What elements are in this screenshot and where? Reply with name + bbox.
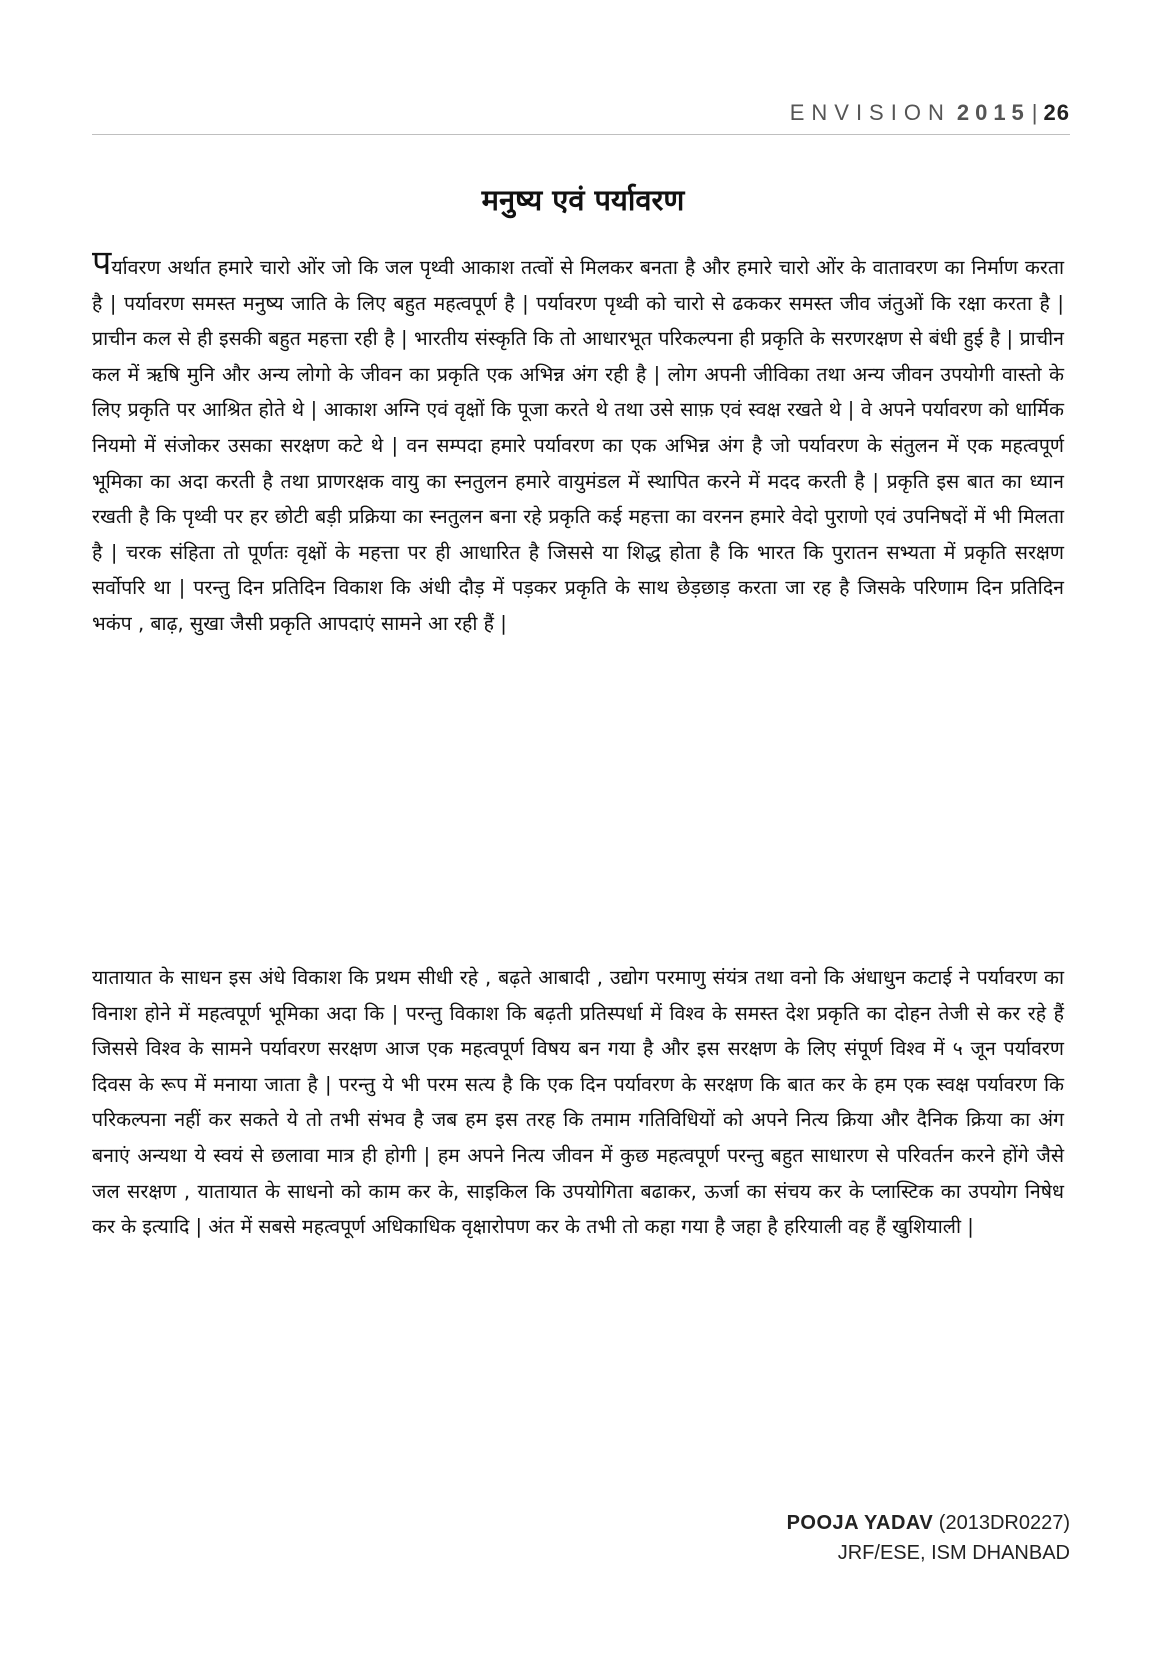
page-number: 26	[1043, 100, 1070, 125]
magazine-year: 2015	[956, 100, 1030, 125]
article-paragraph-2: यातायात के साधन इस अंधे विकाश कि प्रथम सीधी रहे , बढ़ते आबादी , उद्योग परमाणु संयंत्र तथा वनो कि अंधाधुन कटाई ने पर्यावरण का विनाश होने में महत्वपूर्ण भूमिका अदा कि | परन्तु विकाश कि बढ़ती प्रतिस्पर्धा में विश्व के समस्त देश प्रकृति का दोहन तेजी से कर रहे हैं जिससे विश्व के सामने पर्यावरण सरक्षण आज एक महत्वपूर्ण विषय बन गया है और इस सरक्षण के लिए संपूर्ण विश्व में ५ जून पर्यावरण दिवस के रूप में मनाया जाता है | परन्तु ये भी परम सत्य है कि एक दिन पर्यावरण के सरक्षण कि बात कर के हम एक स्वक्ष पर्यावरण कि परिकल्पना नहीं कर सकते ये तो तभी संभव है जब हम इस तरह कि तमाम गतिविधियों को अपने नित्य क्रिया और दैनिक क्रिया का अंग बनाएं अन्यथा ये स्वयं से छलावा मात्र ही होगी | हम अपने नित्य जीवन में कुछ महत्वपूर्ण परन्तु बहुत साधारण से परिवर्तन करने होंगे जैसे जल सरक्षण , यातायात के साधनो को काम कर के, साइकिल कि उपयोगिता बढाकर, ऊर्जा का संचय कर के प्लास्टिक का उपयोग निषेध कर के इत्यादि | अंत में सबसे महत्वपूर्ण अधिकाधिक वृक्षारोपण कर के तभी तो कहा गया है जहा है हरियाली वह हैं खुशियाली |	[92, 966, 1064, 1239]
article-title: मनुष्य एवं पर्यावरण	[481, 183, 685, 217]
article-paragraph-1	[92, 243, 1064, 642]
drop-cap: प	[92, 243, 112, 283]
author-name: POOJA YADAV	[786, 1512, 934, 1534]
header-separator: |	[1031, 100, 1038, 125]
paragraph-1-text: र्यावरण अर्थात हमारे चारो ओंर जो कि जल पृथ्वी आकाश तत्वों से मिलकर बनता है और हमारे चारो ओंर के वातावरण का निर्माण करता है | पर्यावरण समस्त मनुष्य जाति के लिए बहुत महत्वपूर्ण है | पर्यावरण पृथ्वी को चारो से ढककर समस्त जीव जंतुओं कि रक्षा करता है | प्राचीन कल से ही इसकी बहुत महत्ता रही है | भारतीय संस्कृति कि तो आधारभूत परिकल्पना ही प्रकृति के सरणरक्षण से बंधी हुई है | प्राचीन कल में ऋषि मुनि और अन्य लोगो के जीवन का प्रकृति एक अभिन्न अंग रही है | लोग अपनी जीविका तथा अन्य जीवन उपयोगी वास्तो के लिए प्रकृति पर आश्रित होते थे | आकाश अग्नि एवं वृक्षों कि पूजा करते थे तथा उसे साफ़ एवं स्वक्ष रखते थे | वे अपने पर्यावरण को धार्मिक नियमो में संजोकर उसका सरक्षण कटे थे | वन सम्पदा हमारे पर्यावरण का एक अभिन्न अंग है जो पर्यावरण के संतुलन में एक महत्वपूर्ण भूमिका का अदा करती है तथा प्राणरक्षक वायु का स्नतुलन हमारे वायुमंडल में स्थापित करने में मदद करती है | प्रकृति इस बात का ध्यान रखती है कि पृथ्वी पर हर छोटी बड़ी प्रक्रिया का स्नतुलन बना रहे प्रकृति कई महत्ता का वरनन हमारे वेदो पुराणो एवं उपनिषदों में भी मिलता है | चरक संहिता तो पूर्णतः वृक्षों के महत्ता पर ही आधारित है जिससे या शिद्ध होता है कि भारत कि पुरातन सभ्यता में प्रकृति सरक्षण सर्वोपरि था | परन्तु दिन प्रतिदिन विकाश कि अंधी दौड़ में पड़कर प्रकृति के साथ छेड़छाड़ करता जा रह है जिसके परिणाम दिन प्रतिदिन भकंप , बाढ़, सुखा जैसी प्रकृति आपदाएं सामने आ रही हैं |	[92, 256, 1064, 635]
author-id: (2013DR0227)	[938, 1512, 1070, 1534]
author-signature	[787, 1510, 1070, 1566]
magazine-name: ENVISION	[789, 100, 951, 125]
author-line	[787, 1510, 1070, 1536]
author-affiliation: JRF/ESE, ISM DHANBAD	[837, 1542, 1070, 1564]
page-header	[92, 100, 1070, 135]
